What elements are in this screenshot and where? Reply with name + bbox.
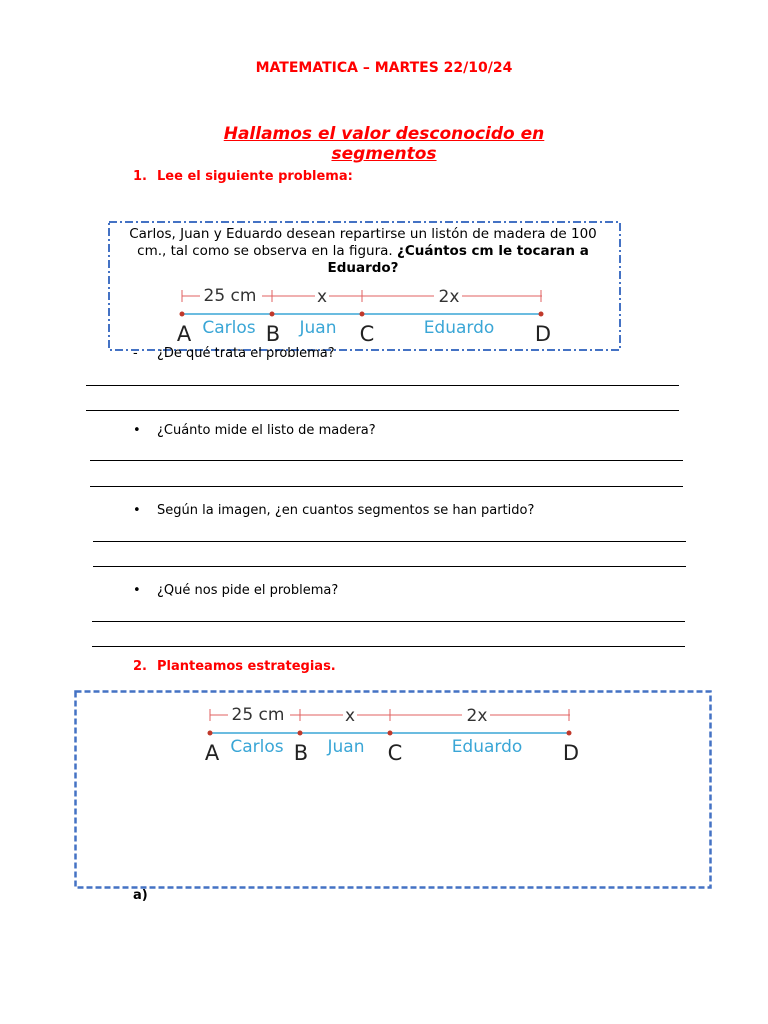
segment-figure-1 (172, 282, 562, 348)
question-4 (133, 583, 693, 601)
point-label-d: D (534, 322, 552, 346)
question-text: Según la imagen, ¿en cuantos segmentos se han partido? (157, 503, 535, 518)
question-3 (133, 503, 693, 521)
question-text: ¿Cuánto mide el listo de madera? (157, 423, 376, 438)
point-label-c: C (387, 741, 403, 765)
measure-label-ab: 25 cm (203, 286, 257, 306)
page-header: MATEMATICA – MARTES 22/10/24 (255, 60, 513, 76)
answer-line[interactable] (93, 541, 686, 542)
answer-line[interactable] (90, 486, 683, 487)
answer-line[interactable] (93, 566, 686, 567)
section-2-heading (133, 659, 336, 674)
question-text: ¿Qué nos pide el problema? (157, 583, 339, 598)
answer-line[interactable] (86, 410, 679, 411)
segment-point (388, 731, 393, 736)
segment-diagram (177, 286, 551, 346)
name-label-carlos: Carlos (230, 737, 284, 757)
item-a-label: a) (133, 888, 148, 903)
name-label-juan: Juan (327, 737, 365, 757)
point-label-d: D (562, 741, 580, 765)
segment-point (539, 312, 544, 317)
name-label-eduardo: Eduardo (451, 737, 523, 757)
name-label-carlos: Carlos (202, 318, 256, 338)
segment-figure-2 (200, 701, 590, 767)
name-label-juan: Juan (299, 318, 337, 338)
section-1-heading (133, 169, 353, 184)
question-2 (133, 423, 693, 441)
segment-point (567, 731, 572, 736)
measure-label-cd: 2x (466, 706, 488, 726)
point-label-a: A (204, 741, 220, 765)
bullet: • (133, 583, 141, 598)
question-1 (133, 346, 693, 364)
segment-point (270, 312, 275, 317)
measure-label-bc: x (344, 706, 356, 726)
name-label-eduardo: Eduardo (423, 318, 495, 338)
segment-point (360, 312, 365, 317)
bullet: • (133, 423, 141, 438)
answer-line[interactable] (92, 646, 685, 647)
answer-line[interactable] (90, 460, 683, 461)
bullet: - (133, 346, 138, 361)
point-label-b: B (265, 322, 281, 346)
segment-point (298, 731, 303, 736)
point-label-a: A (176, 322, 192, 346)
segment-diagram (205, 705, 579, 765)
lesson-title: Hallamos el valor desconocido en segmentos (223, 124, 545, 164)
problem-question: ¿Cuántos cm le tocaran a Eduardo? (327, 243, 589, 276)
section-2-label: Planteamos estrategias. (157, 659, 336, 674)
measure-label-cd: 2x (438, 287, 460, 307)
measure-label-bc: x (316, 287, 328, 307)
point-label-b: B (293, 741, 309, 765)
answer-line[interactable] (86, 385, 679, 386)
problem-text (128, 226, 598, 277)
section-1-label: Lee el siguiente problema: (157, 169, 353, 184)
problem-statement: Carlos, Juan y Eduardo desean repartirse un listón de madera de 100 cm., tal como se observa en la figura. (129, 226, 597, 259)
point-label-c: C (359, 322, 375, 346)
question-text: ¿De qué trata el problema? (157, 346, 335, 361)
section-2-number: 2. (133, 659, 147, 674)
segment-point (208, 731, 213, 736)
segment-point (180, 312, 185, 317)
answer-line[interactable] (92, 621, 685, 622)
bullet: • (133, 503, 141, 518)
measure-label-ab: 25 cm (231, 705, 285, 725)
section-1-number: 1. (133, 169, 147, 184)
